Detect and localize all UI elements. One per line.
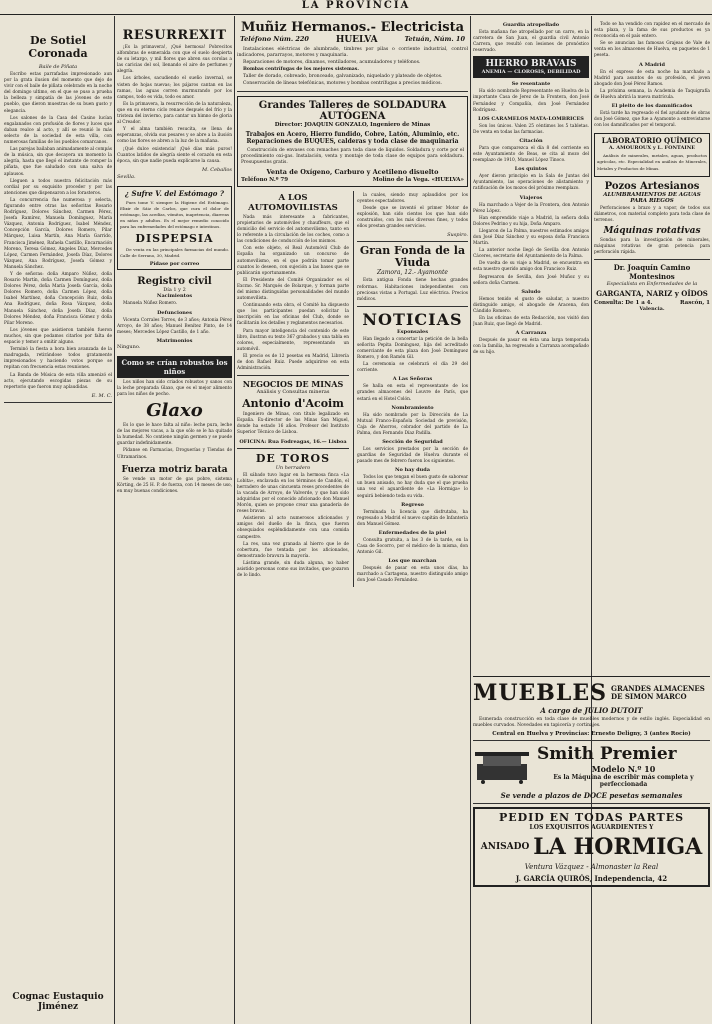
pozos-title: Pozos Artesianos [604,180,700,192]
caramelos-title: LOS CARAMELOS MATA-LOMBRICES [478,115,584,122]
martinez-address: Rascón, 1 [679,300,710,307]
munoz-line: Instalaciones eléctricas de alumbrado, timbres por pilas o corriente industrial, control indicadores, pararrayos, motores y maquinaria. [237,47,468,59]
muebles-body: Esmerada construcción en toda clase de muebles modernos y de estilo inglés. Especialidad en muebles curvados. Novedades en tapicería y cortinajes. [473,717,710,729]
hormiga-prefix: ANISADO [480,842,530,853]
registro-title: Registro civil [137,276,212,288]
column-rule [234,16,235,1024]
fonda-title: Gran Fonda de la Viuda [359,244,466,270]
column-rule [114,16,115,1024]
munoz-body [237,47,468,88]
lab-name: A. AMOUROUX y L. FONTAINE [608,145,696,152]
fonda-body: Esta antigua Fonda tiene hechas grandes reformas. Habitaciones independientes con preciosas vistas a Portugal. Luz eléctrica. Precios módicos. [356,278,468,302]
munoz-line: Bombas centrífugas de los mejores sistemas. [243,67,359,73]
column-3 [237,16,468,1024]
article-title: De Sotiel Coronada [28,34,88,60]
negocios-sub: Análisis y Consultas mineras [256,389,330,396]
article-byline: M. Ceballos [201,166,232,173]
martinez-hours: Consulta: De 1 a 4. [594,300,653,307]
col3-split [237,191,468,587]
hormiga-intro: LOS EXQUISITOS AGUARDIENTES Y [529,824,654,832]
autos-signature: Suspiro. [447,232,468,239]
quintos-body: Ayer dieron principio en la Sala de Juntas del Ayuntamiento, las operaciones de alistamiento y ratificación de los mozos del próximo reemplazo. [473,174,589,192]
negocios-title: NEGOCIOS DE MINAS [242,379,344,390]
glaxo-logo: Glaxo [146,400,203,422]
viajeros-body: Ha marchado a Vejer de la Frontera, don Antonio Pérez López. Han emprendido viaje a Madrid, la señora doña Dolores Pedrino y su hija, Doña Amparo. Llegaron de La Palma, nuestros estimados amigos don José Díaz Sánchez y su esposa doña Francisca Martín. La anterior noche llegó de Sevilla don Antonio Cáceres, secretario del Ayuntamiento de la Palma. De vuelta de su viaje a Madrid, se encuentra en esta nuestro querido amigo don Francisco Ruiz. Regresaron de Sevilla, don José Muñoz y su señora doña Carmen. [473,202,589,286]
saludo-body: Hemos tenido el gusto de saludar, a nuestro distinguido amigo, el abogado de Aracena, don Cándido Romero. En las oficinas de esta Redacción, nos visitó don Juan Ruiz, que llegó de Madrid. [473,296,589,328]
martinez-name: Dr. Joaquín Camino Montesinos [613,263,691,282]
ninos-title: Como se crían robustos los niños [117,356,232,378]
munoz-contact [237,35,468,45]
noticias-body: Han llegado a concertar la petición de la bella señorita Pepita Domínguez, hija del acreditado comerciante de esta plaza don José Domínguez Romero, y don Ramón Gil. La ceremonia se celebrará el día 29 del corriente. [356,336,468,374]
column-2 [117,16,232,1024]
registro-date: Día 1 y 2 [163,287,186,294]
bottom-ads [473,676,710,1023]
del-eje-body: Está tarde ha regresado el fiel ayudante de obras don José Gómez, que fue a Ayamonte a entrevistarse con los damnificados por el temporal. [594,111,710,129]
munoz-line: Reparaciones de motores, dinamos, ventiladores, acumuladores y teléfonos. [243,60,421,66]
registro-section: Defunciones [157,309,192,316]
maquinas-body: Sondas para la investigación de minerales, máquinas rotativas de gran potencia para perforación rápida. [594,237,710,256]
munoz-huelva: HUELVA [335,35,378,45]
article-signature: E. M. C. [91,392,112,399]
registro-body: Vicenta Corrales Torres, de 3 años; Antonia Pérez Arroyo, de 38 años; Manuel Benítez Pinto, de 14 meses; Mercedes López Castillo, de 1 año. [117,317,232,335]
noticias-section: A Las Señoras [392,376,433,383]
masthead-title: LA PROVINCIA [301,0,411,11]
registro-body: Manuela Núñez Romero. [123,301,178,307]
estomago-ad [117,186,232,271]
saludo-title: Saludo [521,288,541,295]
registro-section: Matrimonios [156,337,193,344]
masthead [0,0,712,15]
soldadura-body: Construcción de envases con remaches para toda clase de líquidos. Soldadura y corte por el procedimiento oxi-gas. Instalación, venta y montaje de toda clase de equipos para soldadura. Presupuestos gratis. [241,147,464,165]
article-place: Sevilla. [117,173,136,180]
hormiga-title: LA HORMIGA [533,834,703,861]
noticias-body: Se halla en esta el representante de los grandes almacenes del Louvre de París, que estará en el Hotel Colón. [356,384,468,402]
guardia-title: Guardia atropellado [502,22,560,28]
antonio-name: Antonio d'Acoim [242,397,344,411]
column-1 [4,16,112,1024]
fuerza-body: Se vende un motor de gas pobre, sistema Körting, de 25 H. P. de fuerza, con 14 meses de uso, en muy buenas condiciones. [117,476,232,494]
divider [237,375,349,376]
toros-body: El sábado tuvo lugar en la hermosa finca «La Lobita», enclavada en los términos de Candón, el herradero de unas cincuenta reses procedentes de la vacada de Arroyo, de Valverde, y que han sido adquiridas por el conocido aficionado don Manuel Morón, quien se propone crear una ganadería de reses bravas. Asistieron al acto numerosos aficionados y amigos del dueño de la finca, que fueron obsequiados espléndidamente con una comida campestre. La res, una vez granada al hierro que le de cobertura, fue tentada por los aficionados, demostrando bravura la mayoría. Lástima grande, sin duda alguna, no haber asistido personas como sus invitados, que gozaron de lo lindo. [237,472,349,579]
laboratorio-ad [594,133,710,176]
hierro-ad [473,56,589,78]
noticias-body: Ha sido nombrado por la Dirección de La Mutual Franco-Española Sociedad de previsión, Caja de Ahorros, cobrador del partido de La Palma, don Fernando Díaz Padilla. [356,412,468,436]
cognac-ad: Cognac Eustaquio Jiménez [12,992,104,1012]
soldadura-address: Molino de la Vega. «HUELVA» [372,176,464,183]
madrid-title: A Madrid [639,61,665,68]
smith-model: Modelo N.º 10 [591,764,656,775]
carranza-body: Después de pasar en ésta una larga temporada con la familia, ha regresado a Carranza acompañado de su hijo. [473,338,589,356]
col3-left [237,191,349,587]
divider [473,803,710,804]
estomago-title: ¿ Sufre V. del Estómago ? [124,188,225,198]
soldadura-venta: Venta de Oxígeno, Carburo y Acetileno disuelto [266,167,439,176]
hormiga-brand [477,834,706,860]
divider [594,259,710,260]
hormiga-producer: Ventura Vázquez - Almonaster la Real [524,863,659,872]
noticias-title: NOTICIAS [362,309,463,329]
soldadura-ad [237,96,468,187]
noticias-body: Terminada la licencia que disfrutaba, ha regresado a Madrid el nuevo capitán de Infantería don Manuel Gómez. [356,509,468,527]
smith-ad [473,744,710,788]
column-6 [594,16,710,676]
maquinas-title: Máquinas rotativas [603,225,701,236]
pedid-title: PEDID EN TODAS PARTES [498,811,685,825]
doce-text: Se vende a plazos de DOCE pesetas semanales [500,791,683,801]
hormiga-ad [473,807,710,887]
noticias-section: Sección de Seguridad [382,439,443,445]
caramelos-body: Son los únicos. Valen 25 céntimos los 5 tabletas. De venta en todas las farmacias. [473,123,589,135]
muebles-central: Central en Huelva y Provincias: Ernesto Deligny, 3 (antes Rocio) [492,731,691,738]
hormiga-contact: J. GARCÍA QUIRÓS, Independencia, 42 [515,874,668,884]
noticias-section: Enfermedades de la piel [378,529,447,536]
muebles-title: MUEBLES [473,680,608,706]
estomago-product: DISPEPSIA [135,232,214,246]
col3-right [353,191,468,587]
citacion-title: Citación [519,137,543,144]
fonda-address: Zamora, 12.- Ayamonte [377,269,448,277]
article-title: RESURREXIT [122,28,227,43]
glaxo-body: Es lo que le hace falta al niño: leche pura, leche de las mejores vacas, a la que sólo se le ha quitado la humedad. No contiene ningún germen y se puede guardar indefinidamente. Pídanse en Farmacias, Droguerías y Tiendas de Ultramarinos. [117,423,232,460]
divider [237,91,468,92]
soldadura-services: Trabajos en Acero, Hierro fundido, Cobre, Latón, Aluminio, etc. Reparaciones de BUQUES, calderas y toda clase de maquinaria [245,130,460,145]
noticias-body: Los servicios prestados por la sección de guardias de Seguridad de Huelva durante el pasado mes de febrero fueron los siguientes. [356,447,468,465]
soldadura-director: Director: JOAQUIN GONZALO, Ingeniero de Minas [274,121,431,128]
muebles-sub: GRANDES ALMACENES DE SIMON MARCO [611,684,705,701]
soldadura-tel: Teléfono N.º 79 [241,176,289,183]
resentaste-body: Ha sido nombrado Representante en Huelva de la importante Casa de Jerez de la Frontera, don José Fernández y Compañía, don José Fernández Rodríguez. [473,89,589,113]
registro-none: Ninguno. [117,343,141,350]
noticias-body: Todos los que tengan el buen gusto de saborear un buen anisado, no hay duda que el que prueba una vez el aguardiente de «La Hormiga» lo seguirá bebiendo toda su vida. [356,475,468,499]
hierro-sub: ANEMIA — CLOROSIS, DEBILIDAD [481,69,581,76]
toros-title: DE TOROS [255,451,331,465]
autos-title: A LOS AUTOMOVILISTAS [248,192,338,213]
martinez-specialist: Especialista en Enfermedades de la [606,281,698,288]
munoz-title: Muñiz Hermanos.- Electricista [240,20,465,35]
quintos-title: Los quintos [514,166,548,173]
noticias-section: Esponsales [396,328,429,335]
estomago-note: Pídase por correo [149,261,200,268]
pozos-sub: ALUMBRAMIENTOS DE AGUAS PARA RIEGOS [603,191,701,204]
estomago-body: Pues tome V. siempre la Higiene del Estómago. Elixir de Sáiz de Carlos, que cura el dolor de estómago, las acedías, vómitos, inapetencia, diarreas en niños y adultos. Es el mejor remedio conocido para las enfermedades del estómago e intestinos. [120,199,229,230]
divider [4,402,112,403]
resentaste-title: Se resentante [511,81,551,88]
estomago-footer: De venta en las principales farmacias del mundo. Calle de Serrano, 30, Madrid. [120,247,229,259]
martinez-city: Valencia. [639,306,665,313]
hierro-title: HIERRO BRAVAIS [485,59,577,70]
citacion-body: Para que comparezca el día 8 del corriente en este Ayuntamiento de Beas, se cita al mozo del reemplazo de 1910, Manuel López Tinoco. [473,145,589,164]
noticias-section: No hay duda [394,467,431,474]
lab-body: Análisis de minerales, metales, aguas, productos agrícolas, etc. Especialidad en análisis de Minerales, Metales y Productos de Minas. [597,153,707,171]
negocios-body: Ingeniero de Minas, con título legalizado en España. Ex-director de las Minas San Miguel, donde ha estado 16 años. Profesor del Instituto Superior Técnico de Lisboa. [237,412,349,436]
smith-title: Smith Premier [537,744,677,765]
autos-continued: la cuales, siendo muy aplaudidos por los oyentes espectadores. Desde que se inventó el primer Motor de explosión, han sido cientos los que han sido construidos, con los más diversos fines, y todos ellos prestan grandes servicios. [356,192,468,230]
soldadura-title: Grandes Talleres de SOLDADURA AUTÓGENA [258,99,447,122]
negocios-oficina: OFICINA: Rua Fodreagas, 16.— Lisboa [239,438,347,445]
muebles-ad [473,680,710,706]
article-body: Escribo estas parrafadas impresionado aun por la grata ilusion del momento que dejo de vivir con el baile de piñata celebrado en la noche del domingo ultimo, en el que se puso a prueba la belleza y simpatía de las jóvenes de este pueblo, que dieron muestras de su buen gusto y elegancia. Los salones de la Casa del Casino lucían engalanados con profusión de flores y luces que daban realce al acto, y allí se reunió lo más selecto de la sociedad de esta villa, con numerosas familias de los pueblos comarcanos. Las parejas bailaban animadamente al compás de la música, sin que decayera un momento la alegría, hasta que llegó el instante de romper la piñata, que fue saludado con una salva de aplausos. Lleguen a todos nuestra felicitación más cordial por su exquisito proceder y por las atenciones que dispensaron a los forasteros. La concurrencia fue numerosa y selecta, figurando entre otras las señoritas Rosario Rodríguez, Dolores Sánchez, Carmen Pérez, Josefa Ramírez, Manuela Domínguez, María Vázquez, Antonia Rodríguez, Isabel Méndez, Concepción García, Dolores Romero, Pilar Márquez, Luisa Martín, Ana María Garrido, Francisca Jiménez, Rafaela Castillo, Encarnación Moreno, Teresa Gómez, Angeles Díaz, Mercedes López, Carmen Fernández, Josefa Díaz, Dolores Vázquez, Ana Rodríguez, Josefa Gómez y Manuela Sánchez. Y de señoras: doña Amparo Núñez, doña Rosario Martín, doña Carmen Domínguez, doña Dolores Pérez, doña María Josefa García, doña Dolores Romero, doña Carmen López, doña Isabel Martínez, doña Concepción Ruiz, doña Ana Rodríguez, doña Rosa Vázquez, doña Manuela Sánchez, doña Josefa Díaz, doña Dolores Méndez, doña Francisca Gómez y doña Pilar Moreno. Los jóvenes que asistieron también fueron muchos, sin que podamos citarlos por falta de espacio y temor a omitir alguno. Terminó la fiesta a hora bien avanzada de la madrugada, retirándose todos gratamente impresionados y haciendo votos porque se repitan con frecuencia estas reuniones. La Banda de Música de esta villa amenizó el acto, ejecutando escogidas piezas de su repertorio que fueron muy aplaudidas. [4,72,112,390]
smith-description: Es la Máquina de escribir más completa y perfeccionada [553,774,694,789]
munoz-tetuan: Tetuán, Núm. 10 [404,35,465,43]
munoz-telefono: Teléfono Núm. 220 [240,35,309,43]
noticias-section: Los que marchan [388,558,437,565]
soldadura-contact [241,177,464,183]
lab-title: LABORATORIO QUÍMICO [601,136,703,146]
madrid-body: En el expreso de esta noche ha marchado a Madrid para asuntos de su profesión, el joven abogado don José Pérez Ramos. La próxima semana, la Academia de Taquigrafía de Huelva abrirá la nueva matrícula. [594,69,710,100]
autos-body: Nada más interesante a fabricantes, propietarios de automóviles y chauffeurs, que el domicilio del servicio del automovilismo, tanto en lo referente a la circulación de los coches, como a las condiciones de conducción de los mismos. Con este objeto, el Real Automóvil Club de España ha organizado un concurso de automovilismo, en el que podrán tomar parte cuantos lo deseen, con sujeción a las bases que se publicarán oportunamente. El Presidente del Comité Organizador es el Excmo. Sr. Marqués de Bolarque, y forman parte del mismo distinguidas personalidades del mundo automovilista. Continuando esta obra, el Comité ha dispuesto que los participantes puedan solicitar la inscripción en las oficinas del Club, donde se facilitarán los detalles y reglamentos necesarios. Para mayor inteligencia del contenido de este libro, ilustran su texto 367 grabados y una tabla en colores, especialmente, representando un automóvil. El precio es de 12 pesetas en Madrid, Librería de don Rafael Ruiz. Puede adquirirse en esta Administración. [237,214,349,372]
fuerza-title: Fuerza motriz barata [121,464,228,475]
divider [357,306,468,307]
article-body: ¡Es la primavera!, ¡Qué hermosa! Pobrecitos alfombras de esmeralda con que el suelo despierta de su letargo, y mil flores que abren sus corolas a las caricias del sol, llenando el aire de perfumes y alegría. Los árboles, sacudiendo el sueño invernal, se visten de hojas nuevas; los pájaros cantan en las ramas, las aguas corren murmurando por los campos, todo es vida, todo es amor. Es la primavera, la resurrección de la naturaleza, que en su eterno ciclo renace después del frío y la tristeza del invierno, para cantar un himno de gloria al Creador. Y el alma también resucita, se llena de esperanzas, olvida sus pesares y se abre a la ilusión como las flores se abren a la luz de la mañana. ¡Qué dulce existencia! ¡Qué días más puros! Cuantos latidos de alegría siente el corazón en esta época, sin que nadie pueda explicarse la causa. [117,45,232,164]
munoz-line: Conservación de líneas telefónicas, motores y bombas centrífugas a precios módicos. [243,81,442,87]
carranza-title: A Carranza [515,330,547,337]
column-5 [473,16,589,676]
ninos-body: Los niños han sido criados robustos y sanos con la leche preparada Glaxo, que es el mejor alimento para los niños de pecho. [117,379,232,397]
registro-section: Nacimientos [156,293,193,300]
muebles-cargo: A cargo de JULIO DUTOIT [540,706,643,715]
article-subtitle: Baile de Piñata [38,64,78,70]
divider [473,740,710,741]
noticias-body: Consulta gratuita, a las 3 de la tarde, en la Casa de Socorro, por el médico de la misma, don Antonio Gil. [356,537,468,556]
top-body: Todo se ha vendido con rapidez en el mercado de esta plaza, y la fama de sus productos es ya reconocida en el país entero. Se se anuncian las famosas Grajeas de Vale de venta en los almacenes de Huelva, en paquetes de 1 peseta. [594,22,710,59]
typewriter-icon [473,746,531,786]
divider [357,241,468,242]
viajeros-title: Viajeros [519,194,543,201]
noticias-body: Después de pasar en esta unos días, ha marchado a Cartagena, nuestro distinguido amigo don José Casado Fernández. [356,566,468,584]
noticias-section: Regreso [401,501,424,508]
munoz-line: Taller de dorado, cobreado, bronceado, galvanizado, niquelado y plateado de objetos. [243,74,443,80]
pozos-body: Perforaciones a brazo y a vapor, de todos sus diámetros, con material completo para toda clase de terrenos. [594,205,710,223]
divider [237,448,349,449]
noticias-section: Nombramiento [391,404,434,411]
column-rule [470,16,471,1024]
toros-sub: Un herradero [275,464,311,471]
del-eje-title: El pleito de los damnificados [611,103,693,110]
martinez-garganta: GARGANTA, NARIZ y OÍDOS [596,289,708,299]
guardia-body: Esta mañana fue atropellado por un carro, en la carretera de San Juan, el guardia civil Antonio Carrera, que resultó con lesiones de pronóstico reservado. [473,30,589,54]
smith-text [537,744,710,788]
